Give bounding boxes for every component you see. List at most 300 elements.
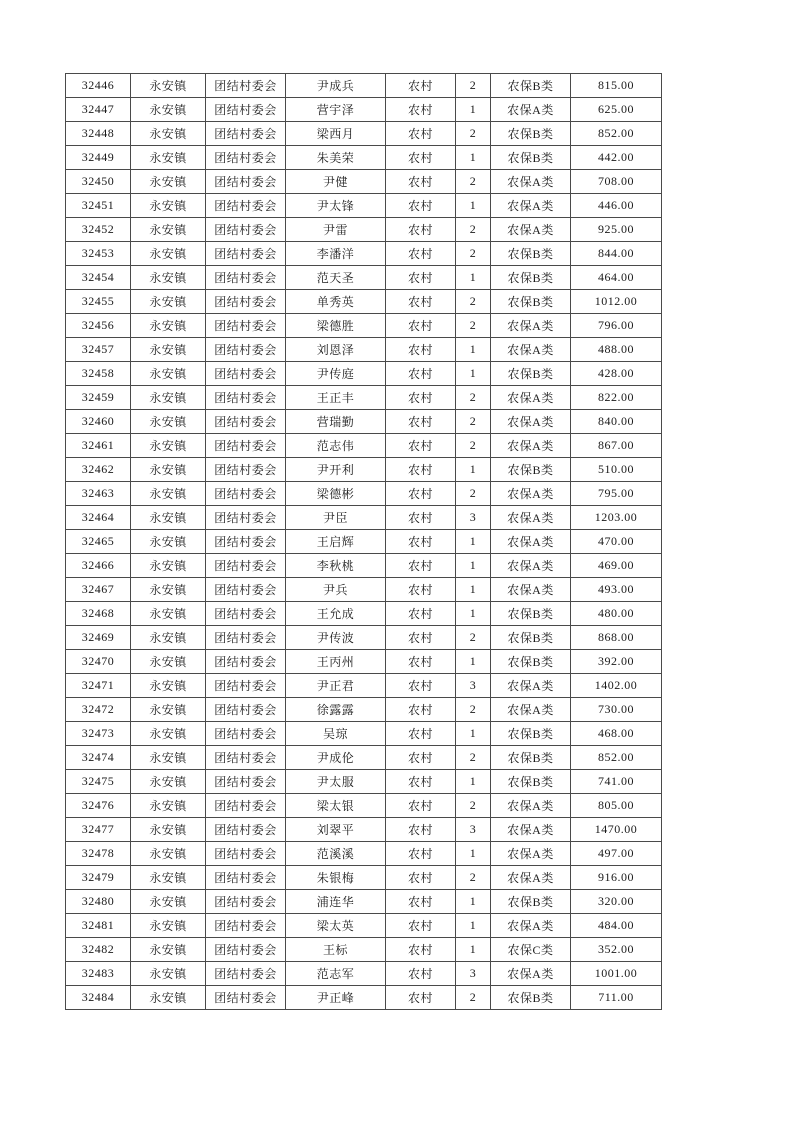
cell-town: 永安镇 xyxy=(131,794,206,818)
cell-id: 32457 xyxy=(66,338,131,362)
cell-amount: 484.00 xyxy=(571,914,662,938)
cell-count: 2 xyxy=(456,986,491,1010)
cell-name: 王启辉 xyxy=(286,530,386,554)
cell-town: 永安镇 xyxy=(131,578,206,602)
cell-amount: 469.00 xyxy=(571,554,662,578)
table-row xyxy=(66,602,662,626)
cell-id: 32478 xyxy=(66,842,131,866)
cell-amount: 711.00 xyxy=(571,986,662,1010)
cell-village: 团结村委会 xyxy=(206,362,286,386)
cell-category: 农保A类 xyxy=(491,578,571,602)
cell-amount: 916.00 xyxy=(571,866,662,890)
cell-count: 1 xyxy=(456,458,491,482)
cell-town: 永安镇 xyxy=(131,482,206,506)
cell-category: 农保B类 xyxy=(491,266,571,290)
table-row xyxy=(66,626,662,650)
cell-town: 永安镇 xyxy=(131,290,206,314)
cell-village: 团结村委会 xyxy=(206,818,286,842)
cell-id: 32468 xyxy=(66,602,131,626)
cell-amount: 480.00 xyxy=(571,602,662,626)
cell-village: 团结村委会 xyxy=(206,170,286,194)
cell-town: 永安镇 xyxy=(131,266,206,290)
cell-residence: 农村 xyxy=(386,242,456,266)
cell-category: 农保A类 xyxy=(491,818,571,842)
cell-town: 永安镇 xyxy=(131,674,206,698)
cell-id: 32451 xyxy=(66,194,131,218)
cell-residence: 农村 xyxy=(386,986,456,1010)
cell-category: 农保B类 xyxy=(491,746,571,770)
table-row xyxy=(66,794,662,818)
cell-residence: 农村 xyxy=(386,410,456,434)
cell-amount: 805.00 xyxy=(571,794,662,818)
cell-category: 农保B类 xyxy=(491,770,571,794)
cell-residence: 农村 xyxy=(386,794,456,818)
cell-category: 农保A类 xyxy=(491,98,571,122)
cell-village: 团结村委会 xyxy=(206,602,286,626)
table-row xyxy=(66,746,662,770)
cell-name: 梁德胜 xyxy=(286,314,386,338)
cell-category: 农保A类 xyxy=(491,170,571,194)
cell-village: 团结村委会 xyxy=(206,554,286,578)
cell-category: 农保A类 xyxy=(491,506,571,530)
cell-category: 农保A类 xyxy=(491,314,571,338)
cell-residence: 农村 xyxy=(386,434,456,458)
cell-residence: 农村 xyxy=(386,146,456,170)
cell-count: 3 xyxy=(456,962,491,986)
cell-name: 单秀英 xyxy=(286,290,386,314)
cell-town: 永安镇 xyxy=(131,146,206,170)
cell-name: 尹正峰 xyxy=(286,986,386,1010)
cell-amount: 464.00 xyxy=(571,266,662,290)
cell-name: 朱银梅 xyxy=(286,866,386,890)
table-row xyxy=(66,674,662,698)
cell-residence: 农村 xyxy=(386,722,456,746)
cell-category: 农保A类 xyxy=(491,866,571,890)
cell-category: 农保B类 xyxy=(491,74,571,98)
cell-name: 梁德彬 xyxy=(286,482,386,506)
cell-name: 王丙州 xyxy=(286,650,386,674)
cell-amount: 446.00 xyxy=(571,194,662,218)
cell-id: 32446 xyxy=(66,74,131,98)
cell-amount: 708.00 xyxy=(571,170,662,194)
table-row xyxy=(66,842,662,866)
cell-village: 团结村委会 xyxy=(206,626,286,650)
cell-residence: 农村 xyxy=(386,626,456,650)
table-row xyxy=(66,242,662,266)
cell-village: 团结村委会 xyxy=(206,578,286,602)
cell-town: 永安镇 xyxy=(131,890,206,914)
cell-town: 永安镇 xyxy=(131,530,206,554)
cell-residence: 农村 xyxy=(386,98,456,122)
cell-town: 永安镇 xyxy=(131,242,206,266)
cell-residence: 农村 xyxy=(386,962,456,986)
table-row xyxy=(66,218,662,242)
cell-town: 永安镇 xyxy=(131,362,206,386)
cell-id: 32471 xyxy=(66,674,131,698)
cell-village: 团结村委会 xyxy=(206,938,286,962)
cell-count: 1 xyxy=(456,362,491,386)
cell-village: 团结村委会 xyxy=(206,986,286,1010)
table-row xyxy=(66,914,662,938)
cell-id: 32474 xyxy=(66,746,131,770)
cell-town: 永安镇 xyxy=(131,218,206,242)
cell-count: 2 xyxy=(456,626,491,650)
cell-count: 2 xyxy=(456,410,491,434)
cell-category: 农保B类 xyxy=(491,890,571,914)
cell-village: 团结村委会 xyxy=(206,146,286,170)
cell-amount: 470.00 xyxy=(571,530,662,554)
cell-category: 农保A类 xyxy=(491,554,571,578)
cell-town: 永安镇 xyxy=(131,842,206,866)
cell-village: 团结村委会 xyxy=(206,410,286,434)
cell-id: 32463 xyxy=(66,482,131,506)
cell-count: 1 xyxy=(456,146,491,170)
cell-residence: 农村 xyxy=(386,362,456,386)
cell-name: 范天圣 xyxy=(286,266,386,290)
cell-town: 永安镇 xyxy=(131,314,206,338)
cell-id: 32475 xyxy=(66,770,131,794)
cell-amount: 796.00 xyxy=(571,314,662,338)
cell-category: 农保B类 xyxy=(491,626,571,650)
cell-category: 农保A类 xyxy=(491,410,571,434)
cell-count: 1 xyxy=(456,722,491,746)
cell-village: 团结村委会 xyxy=(206,74,286,98)
cell-id: 32480 xyxy=(66,890,131,914)
table-row xyxy=(66,314,662,338)
table-row xyxy=(66,962,662,986)
cell-category: 农保B类 xyxy=(491,602,571,626)
cell-town: 永安镇 xyxy=(131,554,206,578)
cell-village: 团结村委会 xyxy=(206,842,286,866)
cell-id: 32481 xyxy=(66,914,131,938)
cell-id: 32449 xyxy=(66,146,131,170)
cell-count: 1 xyxy=(456,338,491,362)
cell-village: 团结村委会 xyxy=(206,482,286,506)
cell-amount: 392.00 xyxy=(571,650,662,674)
cell-amount: 925.00 xyxy=(571,218,662,242)
cell-category: 农保A类 xyxy=(491,674,571,698)
cell-amount: 1001.00 xyxy=(571,962,662,986)
cell-town: 永安镇 xyxy=(131,770,206,794)
cell-id: 32467 xyxy=(66,578,131,602)
cell-name: 李潘洋 xyxy=(286,242,386,266)
cell-name: 尹雷 xyxy=(286,218,386,242)
cell-count: 1 xyxy=(456,530,491,554)
cell-residence: 农村 xyxy=(386,290,456,314)
cell-id: 32482 xyxy=(66,938,131,962)
cell-residence: 农村 xyxy=(386,650,456,674)
cell-count: 1 xyxy=(456,914,491,938)
cell-town: 永安镇 xyxy=(131,194,206,218)
cell-village: 团结村委会 xyxy=(206,242,286,266)
cell-count: 2 xyxy=(456,314,491,338)
cell-name: 尹成兵 xyxy=(286,74,386,98)
cell-town: 永安镇 xyxy=(131,170,206,194)
cell-amount: 741.00 xyxy=(571,770,662,794)
cell-name: 朱美荣 xyxy=(286,146,386,170)
cell-category: 农保B类 xyxy=(491,122,571,146)
cell-id: 32456 xyxy=(66,314,131,338)
cell-residence: 农村 xyxy=(386,506,456,530)
cell-category: 农保A类 xyxy=(491,434,571,458)
cell-amount: 625.00 xyxy=(571,98,662,122)
cell-id: 32479 xyxy=(66,866,131,890)
cell-id: 32448 xyxy=(66,122,131,146)
cell-category: 农保A类 xyxy=(491,794,571,818)
cell-count: 2 xyxy=(456,434,491,458)
cell-id: 32466 xyxy=(66,554,131,578)
cell-count: 3 xyxy=(456,674,491,698)
cell-name: 王正丰 xyxy=(286,386,386,410)
cell-category: 农保A类 xyxy=(491,386,571,410)
cell-amount: 497.00 xyxy=(571,842,662,866)
cell-village: 团结村委会 xyxy=(206,866,286,890)
cell-name: 营瑞勤 xyxy=(286,410,386,434)
cell-town: 永安镇 xyxy=(131,698,206,722)
cell-town: 永安镇 xyxy=(131,506,206,530)
cell-town: 永安镇 xyxy=(131,962,206,986)
cell-town: 永安镇 xyxy=(131,746,206,770)
cell-residence: 农村 xyxy=(386,602,456,626)
cell-name: 尹健 xyxy=(286,170,386,194)
cell-town: 永安镇 xyxy=(131,818,206,842)
cell-amount: 320.00 xyxy=(571,890,662,914)
cell-count: 2 xyxy=(456,290,491,314)
cell-id: 32458 xyxy=(66,362,131,386)
cell-name: 吴琼 xyxy=(286,722,386,746)
cell-town: 永安镇 xyxy=(131,626,206,650)
cell-town: 永安镇 xyxy=(131,650,206,674)
cell-name: 尹成伦 xyxy=(286,746,386,770)
cell-name: 刘恩泽 xyxy=(286,338,386,362)
table-row xyxy=(66,338,662,362)
cell-amount: 468.00 xyxy=(571,722,662,746)
cell-count: 2 xyxy=(456,698,491,722)
cell-amount: 815.00 xyxy=(571,74,662,98)
cell-amount: 730.00 xyxy=(571,698,662,722)
cell-category: 农保C类 xyxy=(491,938,571,962)
cell-residence: 农村 xyxy=(386,458,456,482)
cell-count: 1 xyxy=(456,578,491,602)
cell-amount: 852.00 xyxy=(571,746,662,770)
cell-residence: 农村 xyxy=(386,482,456,506)
table-row xyxy=(66,866,662,890)
cell-category: 农保A类 xyxy=(491,962,571,986)
cell-id: 32472 xyxy=(66,698,131,722)
cell-name: 王标 xyxy=(286,938,386,962)
cell-count: 3 xyxy=(456,818,491,842)
table-row xyxy=(66,722,662,746)
cell-village: 团结村委会 xyxy=(206,506,286,530)
table-row xyxy=(66,266,662,290)
cell-count: 1 xyxy=(456,266,491,290)
cell-count: 3 xyxy=(456,506,491,530)
cell-amount: 488.00 xyxy=(571,338,662,362)
cell-village: 团结村委会 xyxy=(206,770,286,794)
cell-residence: 农村 xyxy=(386,842,456,866)
cell-town: 永安镇 xyxy=(131,986,206,1010)
table-row xyxy=(66,146,662,170)
cell-category: 农保A类 xyxy=(491,194,571,218)
cell-town: 永安镇 xyxy=(131,386,206,410)
cell-town: 永安镇 xyxy=(131,98,206,122)
cell-id: 32476 xyxy=(66,794,131,818)
cell-count: 2 xyxy=(456,866,491,890)
cell-id: 32447 xyxy=(66,98,131,122)
cell-amount: 442.00 xyxy=(571,146,662,170)
cell-residence: 农村 xyxy=(386,386,456,410)
table-row xyxy=(66,74,662,98)
cell-town: 永安镇 xyxy=(131,458,206,482)
cell-residence: 农村 xyxy=(386,746,456,770)
cell-village: 团结村委会 xyxy=(206,650,286,674)
cell-count: 1 xyxy=(456,770,491,794)
cell-id: 32484 xyxy=(66,986,131,1010)
cell-category: 农保B类 xyxy=(491,458,571,482)
cell-residence: 农村 xyxy=(386,218,456,242)
cell-count: 2 xyxy=(456,242,491,266)
cell-village: 团结村委会 xyxy=(206,194,286,218)
cell-count: 1 xyxy=(456,554,491,578)
table-row xyxy=(66,554,662,578)
cell-id: 32477 xyxy=(66,818,131,842)
cell-village: 团结村委会 xyxy=(206,218,286,242)
cell-category: 农保A类 xyxy=(491,338,571,362)
table-row xyxy=(66,362,662,386)
cell-residence: 农村 xyxy=(386,122,456,146)
cell-category: 农保B类 xyxy=(491,146,571,170)
cell-village: 团结村委会 xyxy=(206,890,286,914)
cell-id: 32469 xyxy=(66,626,131,650)
cell-category: 农保B类 xyxy=(491,242,571,266)
cell-residence: 农村 xyxy=(386,530,456,554)
cell-name: 尹兵 xyxy=(286,578,386,602)
table-row xyxy=(66,290,662,314)
cell-residence: 农村 xyxy=(386,938,456,962)
table-row xyxy=(66,986,662,1010)
table-row xyxy=(66,386,662,410)
cell-amount: 868.00 xyxy=(571,626,662,650)
cell-name: 尹太服 xyxy=(286,770,386,794)
cell-village: 团结村委会 xyxy=(206,722,286,746)
cell-id: 32455 xyxy=(66,290,131,314)
cell-count: 2 xyxy=(456,74,491,98)
cell-residence: 农村 xyxy=(386,818,456,842)
cell-category: 农保A类 xyxy=(491,914,571,938)
cell-count: 1 xyxy=(456,602,491,626)
cell-town: 永安镇 xyxy=(131,602,206,626)
cell-name: 浦连华 xyxy=(286,890,386,914)
cell-id: 32473 xyxy=(66,722,131,746)
cell-name: 范志军 xyxy=(286,962,386,986)
cell-name: 刘翠平 xyxy=(286,818,386,842)
cell-amount: 795.00 xyxy=(571,482,662,506)
cell-town: 永安镇 xyxy=(131,866,206,890)
cell-town: 永安镇 xyxy=(131,938,206,962)
cell-village: 团结村委会 xyxy=(206,266,286,290)
cell-residence: 农村 xyxy=(386,74,456,98)
cell-name: 尹传波 xyxy=(286,626,386,650)
table-row xyxy=(66,482,662,506)
table-row xyxy=(66,698,662,722)
cell-village: 团结村委会 xyxy=(206,674,286,698)
cell-village: 团结村委会 xyxy=(206,98,286,122)
cell-name: 梁西月 xyxy=(286,122,386,146)
cell-residence: 农村 xyxy=(386,338,456,362)
cell-name: 尹太锋 xyxy=(286,194,386,218)
cell-category: 农保A类 xyxy=(491,698,571,722)
cell-name: 李秋桃 xyxy=(286,554,386,578)
cell-category: 农保A类 xyxy=(491,482,571,506)
cell-id: 32461 xyxy=(66,434,131,458)
cell-category: 农保A类 xyxy=(491,842,571,866)
cell-village: 团结村委会 xyxy=(206,698,286,722)
cell-town: 永安镇 xyxy=(131,434,206,458)
cell-town: 永安镇 xyxy=(131,722,206,746)
cell-village: 团结村委会 xyxy=(206,386,286,410)
cell-village: 团结村委会 xyxy=(206,458,286,482)
cell-amount: 1402.00 xyxy=(571,674,662,698)
cell-name: 王允成 xyxy=(286,602,386,626)
cell-id: 32452 xyxy=(66,218,131,242)
cell-count: 2 xyxy=(456,482,491,506)
cell-residence: 农村 xyxy=(386,578,456,602)
cell-town: 永安镇 xyxy=(131,338,206,362)
cell-id: 32459 xyxy=(66,386,131,410)
cell-name: 尹正君 xyxy=(286,674,386,698)
table-row xyxy=(66,434,662,458)
table-row xyxy=(66,410,662,434)
cell-town: 永安镇 xyxy=(131,74,206,98)
cell-category: 农保B类 xyxy=(491,362,571,386)
cell-name: 尹开利 xyxy=(286,458,386,482)
cell-village: 团结村委会 xyxy=(206,338,286,362)
cell-residence: 农村 xyxy=(386,170,456,194)
cell-name: 范志伟 xyxy=(286,434,386,458)
cell-town: 永安镇 xyxy=(131,410,206,434)
cell-count: 1 xyxy=(456,650,491,674)
table-row xyxy=(66,890,662,914)
table-row xyxy=(66,578,662,602)
table-row xyxy=(66,98,662,122)
cell-category: 农保B类 xyxy=(491,722,571,746)
table-row xyxy=(66,458,662,482)
table-row xyxy=(66,818,662,842)
table-row xyxy=(66,938,662,962)
cell-amount: 852.00 xyxy=(571,122,662,146)
cell-amount: 1470.00 xyxy=(571,818,662,842)
cell-count: 2 xyxy=(456,386,491,410)
cell-count: 2 xyxy=(456,218,491,242)
cell-category: 农保B类 xyxy=(491,290,571,314)
cell-amount: 493.00 xyxy=(571,578,662,602)
cell-count: 1 xyxy=(456,194,491,218)
cell-id: 32460 xyxy=(66,410,131,434)
cell-count: 2 xyxy=(456,170,491,194)
cell-name: 尹臣 xyxy=(286,506,386,530)
cell-village: 团结村委会 xyxy=(206,794,286,818)
cell-amount: 840.00 xyxy=(571,410,662,434)
table-row xyxy=(66,770,662,794)
cell-count: 1 xyxy=(456,98,491,122)
table-row xyxy=(66,506,662,530)
cell-count: 2 xyxy=(456,746,491,770)
cell-category: 农保A类 xyxy=(491,218,571,242)
cell-town: 永安镇 xyxy=(131,122,206,146)
cell-village: 团结村委会 xyxy=(206,434,286,458)
cell-id: 32454 xyxy=(66,266,131,290)
cell-count: 1 xyxy=(456,938,491,962)
